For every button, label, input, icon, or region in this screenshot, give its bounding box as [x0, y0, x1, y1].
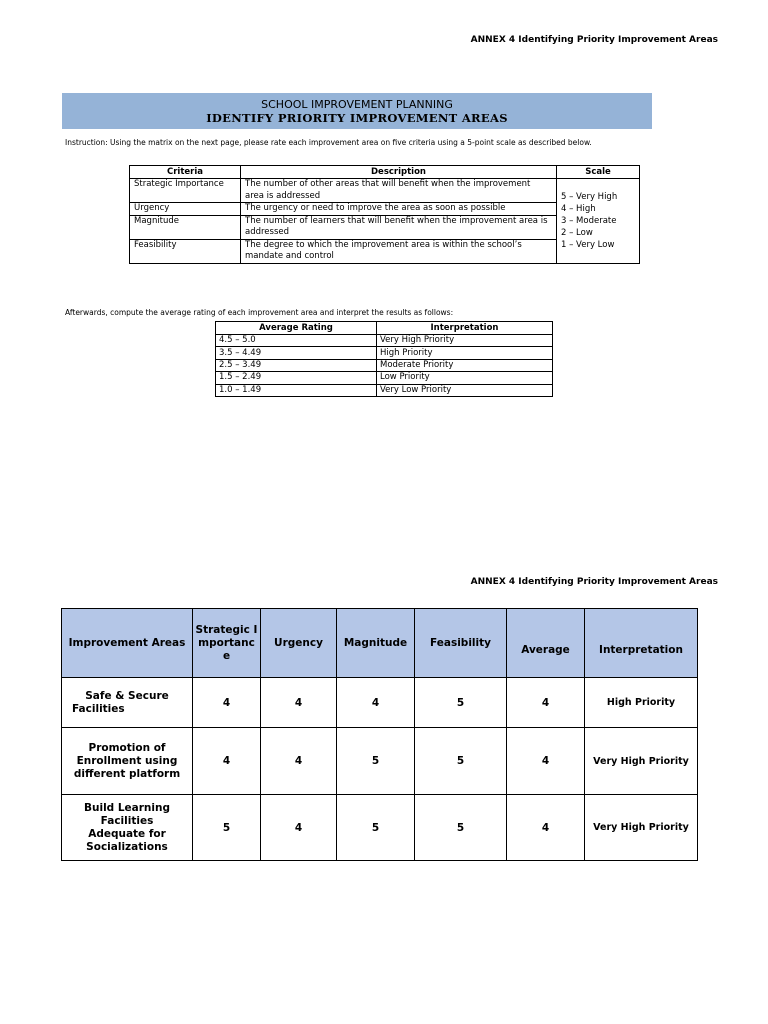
rating-interpretation-cell: Low Priority — [377, 372, 553, 384]
banner-subtitle: IDENTIFY PRIORITY IMPROVEMENT AREAS — [206, 111, 508, 125]
table-row — [216, 335, 553, 347]
average-cell: 4 — [507, 728, 585, 795]
improvement-area-cell: Promotion of Enrollment using different platform — [62, 728, 193, 795]
table-row — [216, 384, 553, 396]
interpretation-cell: Very High Priority — [585, 795, 698, 861]
rating-range-cell: 4.5 – 5.0 — [216, 335, 377, 347]
magnitude-cell: 5 — [337, 728, 415, 795]
column-header: Urgency — [261, 609, 337, 678]
scale-item: 4 – High — [561, 203, 596, 214]
rating-interpretation-cell: Very Low Priority — [377, 384, 553, 396]
table-row — [216, 347, 553, 359]
rating-range-cell: 3.5 – 4.49 — [216, 347, 377, 359]
average-cell: 4 — [507, 795, 585, 861]
annex-header: ANNEX 4 Identifying Priority Improvement Areas — [470, 35, 718, 45]
afterwards-note: Afterwards, compute the average rating of each improvement area and interpret the results as follows: — [65, 308, 454, 317]
title-banner — [62, 93, 652, 129]
rating-range-cell: 1.5 – 2.49 — [216, 372, 377, 384]
instruction-text: Instruction: Using the matrix on the next page, please rate each improvement area on five criteria using a 5-point scale as described below. — [65, 138, 592, 147]
interpretation-cell: High Priority — [585, 678, 698, 728]
magnitude-cell: 4 — [337, 678, 415, 728]
rating-interpretation-cell: Very High Priority — [377, 335, 553, 347]
column-header: Improvement Areas — [62, 609, 193, 678]
description-cell: The number of learners that will benefit when the improvement area is addressed — [241, 215, 557, 239]
scale-item: 2 – Low — [561, 227, 593, 238]
description-cell: The degree to which the improvement area is within the school’s mandate and control — [241, 239, 557, 263]
feasibility-cell: 5 — [415, 728, 507, 795]
rating-interpretation-cell: Moderate Priority — [377, 359, 553, 371]
table-header-row — [62, 609, 698, 678]
column-header: Strategic Importance — [193, 609, 261, 678]
criteria-cell: Feasibility — [130, 239, 241, 263]
rating-range-cell: 1.0 – 1.49 — [216, 384, 377, 396]
strategic-cell: 4 — [193, 728, 261, 795]
description-cell: The number of other areas that will benefit when the improvement area is addressed — [241, 179, 557, 203]
criteria-cell: Magnitude — [130, 215, 241, 239]
scale-item: 1 – Very Low — [561, 239, 615, 250]
column-header: Feasibility — [415, 609, 507, 678]
interpretation-cell: Very High Priority — [585, 728, 698, 795]
feasibility-cell: 5 — [415, 678, 507, 728]
column-header: Average Rating — [216, 322, 377, 335]
column-header: Description — [241, 166, 557, 179]
table-row — [130, 179, 640, 203]
table-header-row — [216, 322, 553, 335]
rating-interpretation-cell: High Priority — [377, 347, 553, 359]
urgency-cell: 4 — [261, 728, 337, 795]
column-header: Average — [507, 609, 585, 678]
annex-header: ANNEX 4 Identifying Priority Improvement Areas — [470, 577, 718, 587]
urgency-cell: 4 — [261, 678, 337, 728]
column-header: Scale — [557, 166, 640, 179]
scale-cell — [557, 179, 640, 264]
criteria-cell: Strategic Importance — [130, 179, 241, 203]
table-header-row — [130, 166, 640, 179]
criteria-table — [129, 165, 640, 264]
priority-matrix-table — [61, 608, 698, 861]
improvement-area-cell: Safe & Secure Facilities — [62, 678, 193, 728]
criteria-cell: Urgency — [130, 203, 241, 216]
banner-title: SCHOOL IMPROVEMENT PLANNING — [261, 98, 453, 111]
feasibility-cell: 5 — [415, 795, 507, 861]
column-header: Criteria — [130, 166, 241, 179]
average-cell: 4 — [507, 678, 585, 728]
column-header: Magnitude — [337, 609, 415, 678]
column-header: Interpretation — [377, 322, 553, 335]
rating-range-cell: 2.5 – 3.49 — [216, 359, 377, 371]
magnitude-cell: 5 — [337, 795, 415, 861]
table-row — [216, 372, 553, 384]
strategic-cell: 4 — [193, 678, 261, 728]
description-cell: The urgency or need to improve the area as soon as possible — [241, 203, 557, 216]
scale-item: 3 – Moderate — [561, 215, 617, 226]
strategic-cell: 5 — [193, 795, 261, 861]
table-row — [62, 678, 698, 728]
improvement-area-cell: Build Learning Facilities Adequate for Socializations — [62, 795, 193, 861]
rating-table — [215, 321, 553, 397]
urgency-cell: 4 — [261, 795, 337, 861]
table-row — [62, 728, 698, 795]
scale-item: 5 – Very High — [561, 191, 618, 202]
column-header: Interpretation — [585, 609, 698, 678]
table-row — [62, 795, 698, 861]
table-row — [216, 359, 553, 371]
